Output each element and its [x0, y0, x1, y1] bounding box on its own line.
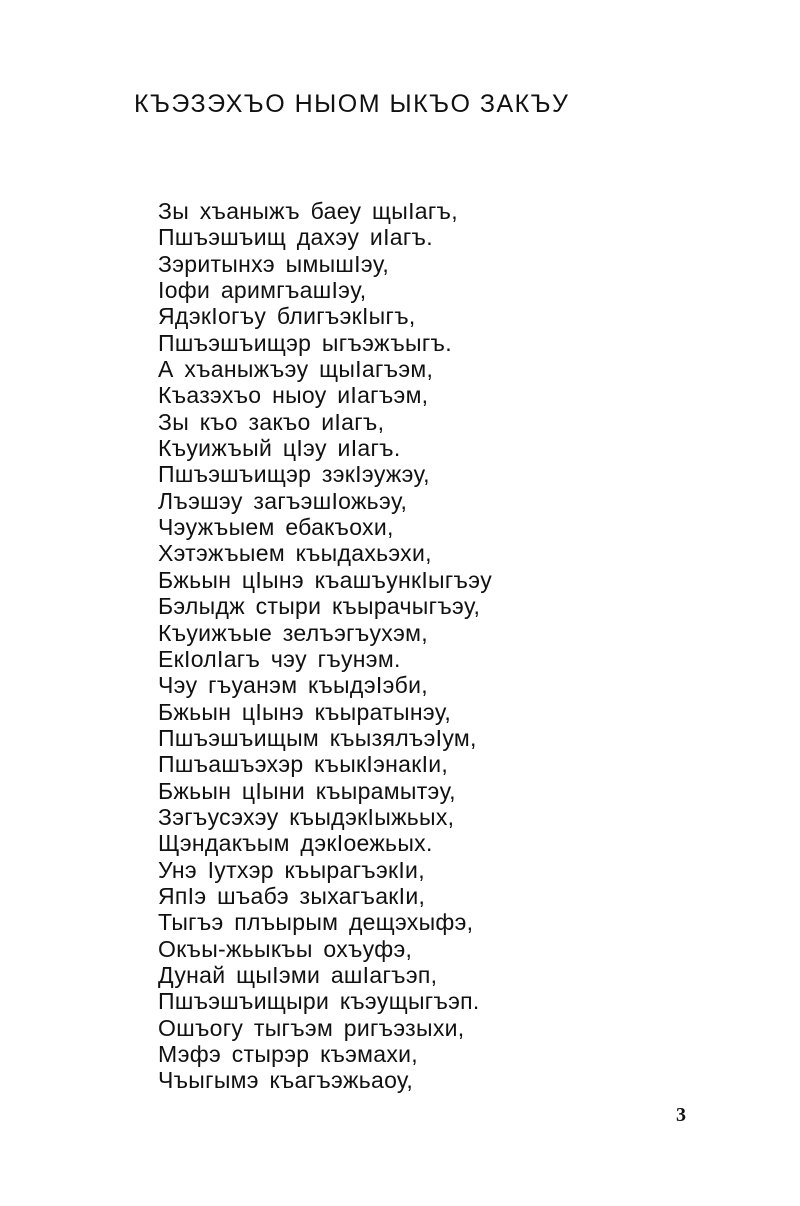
poem-line: Дунай щыIэми ашIагъэп,	[158, 961, 438, 988]
poem-line: Хэтэжъыем къыдахьэхи,	[158, 540, 432, 567]
poem-line: Пшъэшъищэр зэкIэужэу,	[158, 461, 430, 488]
poem-line: Къазэхъо ныоу иIагъэм,	[158, 382, 429, 409]
poem-line: Щэндакъым дэкIоежьых.	[158, 830, 433, 857]
page-number: 3	[676, 1104, 686, 1126]
poem-line: Зэгъусэхэу къыдэкIыжьых,	[158, 803, 455, 830]
poem-line: Бжьын цIыни къырамытэу,	[158, 777, 456, 804]
poem-line: Къуижъые зелъэгъухэм,	[158, 619, 428, 646]
poem-line: Ошъогу тыгъэм ригъэзыхи,	[158, 1014, 465, 1041]
poem-line: Къуижъый цIэу иIагъ.	[158, 435, 401, 462]
poem-line: Тыгъэ плъырым дещэхыфэ,	[158, 909, 474, 936]
poem-line: Зэритынхэ ымышIэу,	[158, 250, 390, 277]
poem-line: ЯдэкIогъу блигъэкIыгъ,	[158, 303, 416, 330]
poem-line: Пшъэшъищ дахэу иIагъ.	[158, 224, 433, 251]
poem-line: Пшъэшъищым къызялъэIум,	[158, 724, 477, 751]
poem-line: Чэу гъуанэм къыдэIэби,	[158, 672, 428, 699]
poem-line: Чэужъыем ебакъохи,	[158, 514, 394, 541]
poem-line: Окъы-жьыкъы охъуфэ,	[158, 935, 413, 962]
poem-line: Бжьын цIынэ къыратынэу,	[158, 698, 452, 725]
poem-line: ЕкIолIагъ чэу гъунэм.	[158, 645, 401, 672]
poem-line: Бжьын цIынэ къашъункIыгъэу	[158, 566, 493, 593]
poem-line: ЯпIэ шъабэ зыхагъакIи,	[158, 882, 426, 909]
poem-line: Зы къо закъо иIагъ,	[158, 408, 385, 435]
poem-body	[158, 198, 492, 1094]
poem-line: Мэфэ стырэр къэмахи,	[158, 1041, 418, 1067]
poem-line: Пшъэшъищыри къэущыгъэп.	[158, 988, 480, 1015]
poem-line: А хъаныжъэу щыIагъэм,	[158, 356, 434, 383]
poem-line: Пшъэшъищэр ыгъэжъыгъ.	[158, 329, 452, 356]
poem-line: Iофи аримгъашIэу,	[158, 277, 367, 304]
poem-title: КЪЭЗЭХЪО НЫОМ ЫКЪО ЗАКЪУ	[134, 90, 570, 118]
poem-line: Пшъашъэхэр къыкIэнакIи,	[158, 751, 449, 778]
poem-line: Унэ Iутхэр къырагъэкIи,	[158, 856, 425, 883]
poem-line: Лъэшэу загъэшIожьэу,	[158, 487, 408, 514]
poem-line: Чъыгымэ къагъэжьаоу,	[158, 1067, 414, 1094]
poem-line: Бэлыдж стыри къырачыгъэу,	[158, 593, 481, 620]
poem-line: Зы хъаныжъ баеу щыIагъ,	[158, 198, 458, 224]
